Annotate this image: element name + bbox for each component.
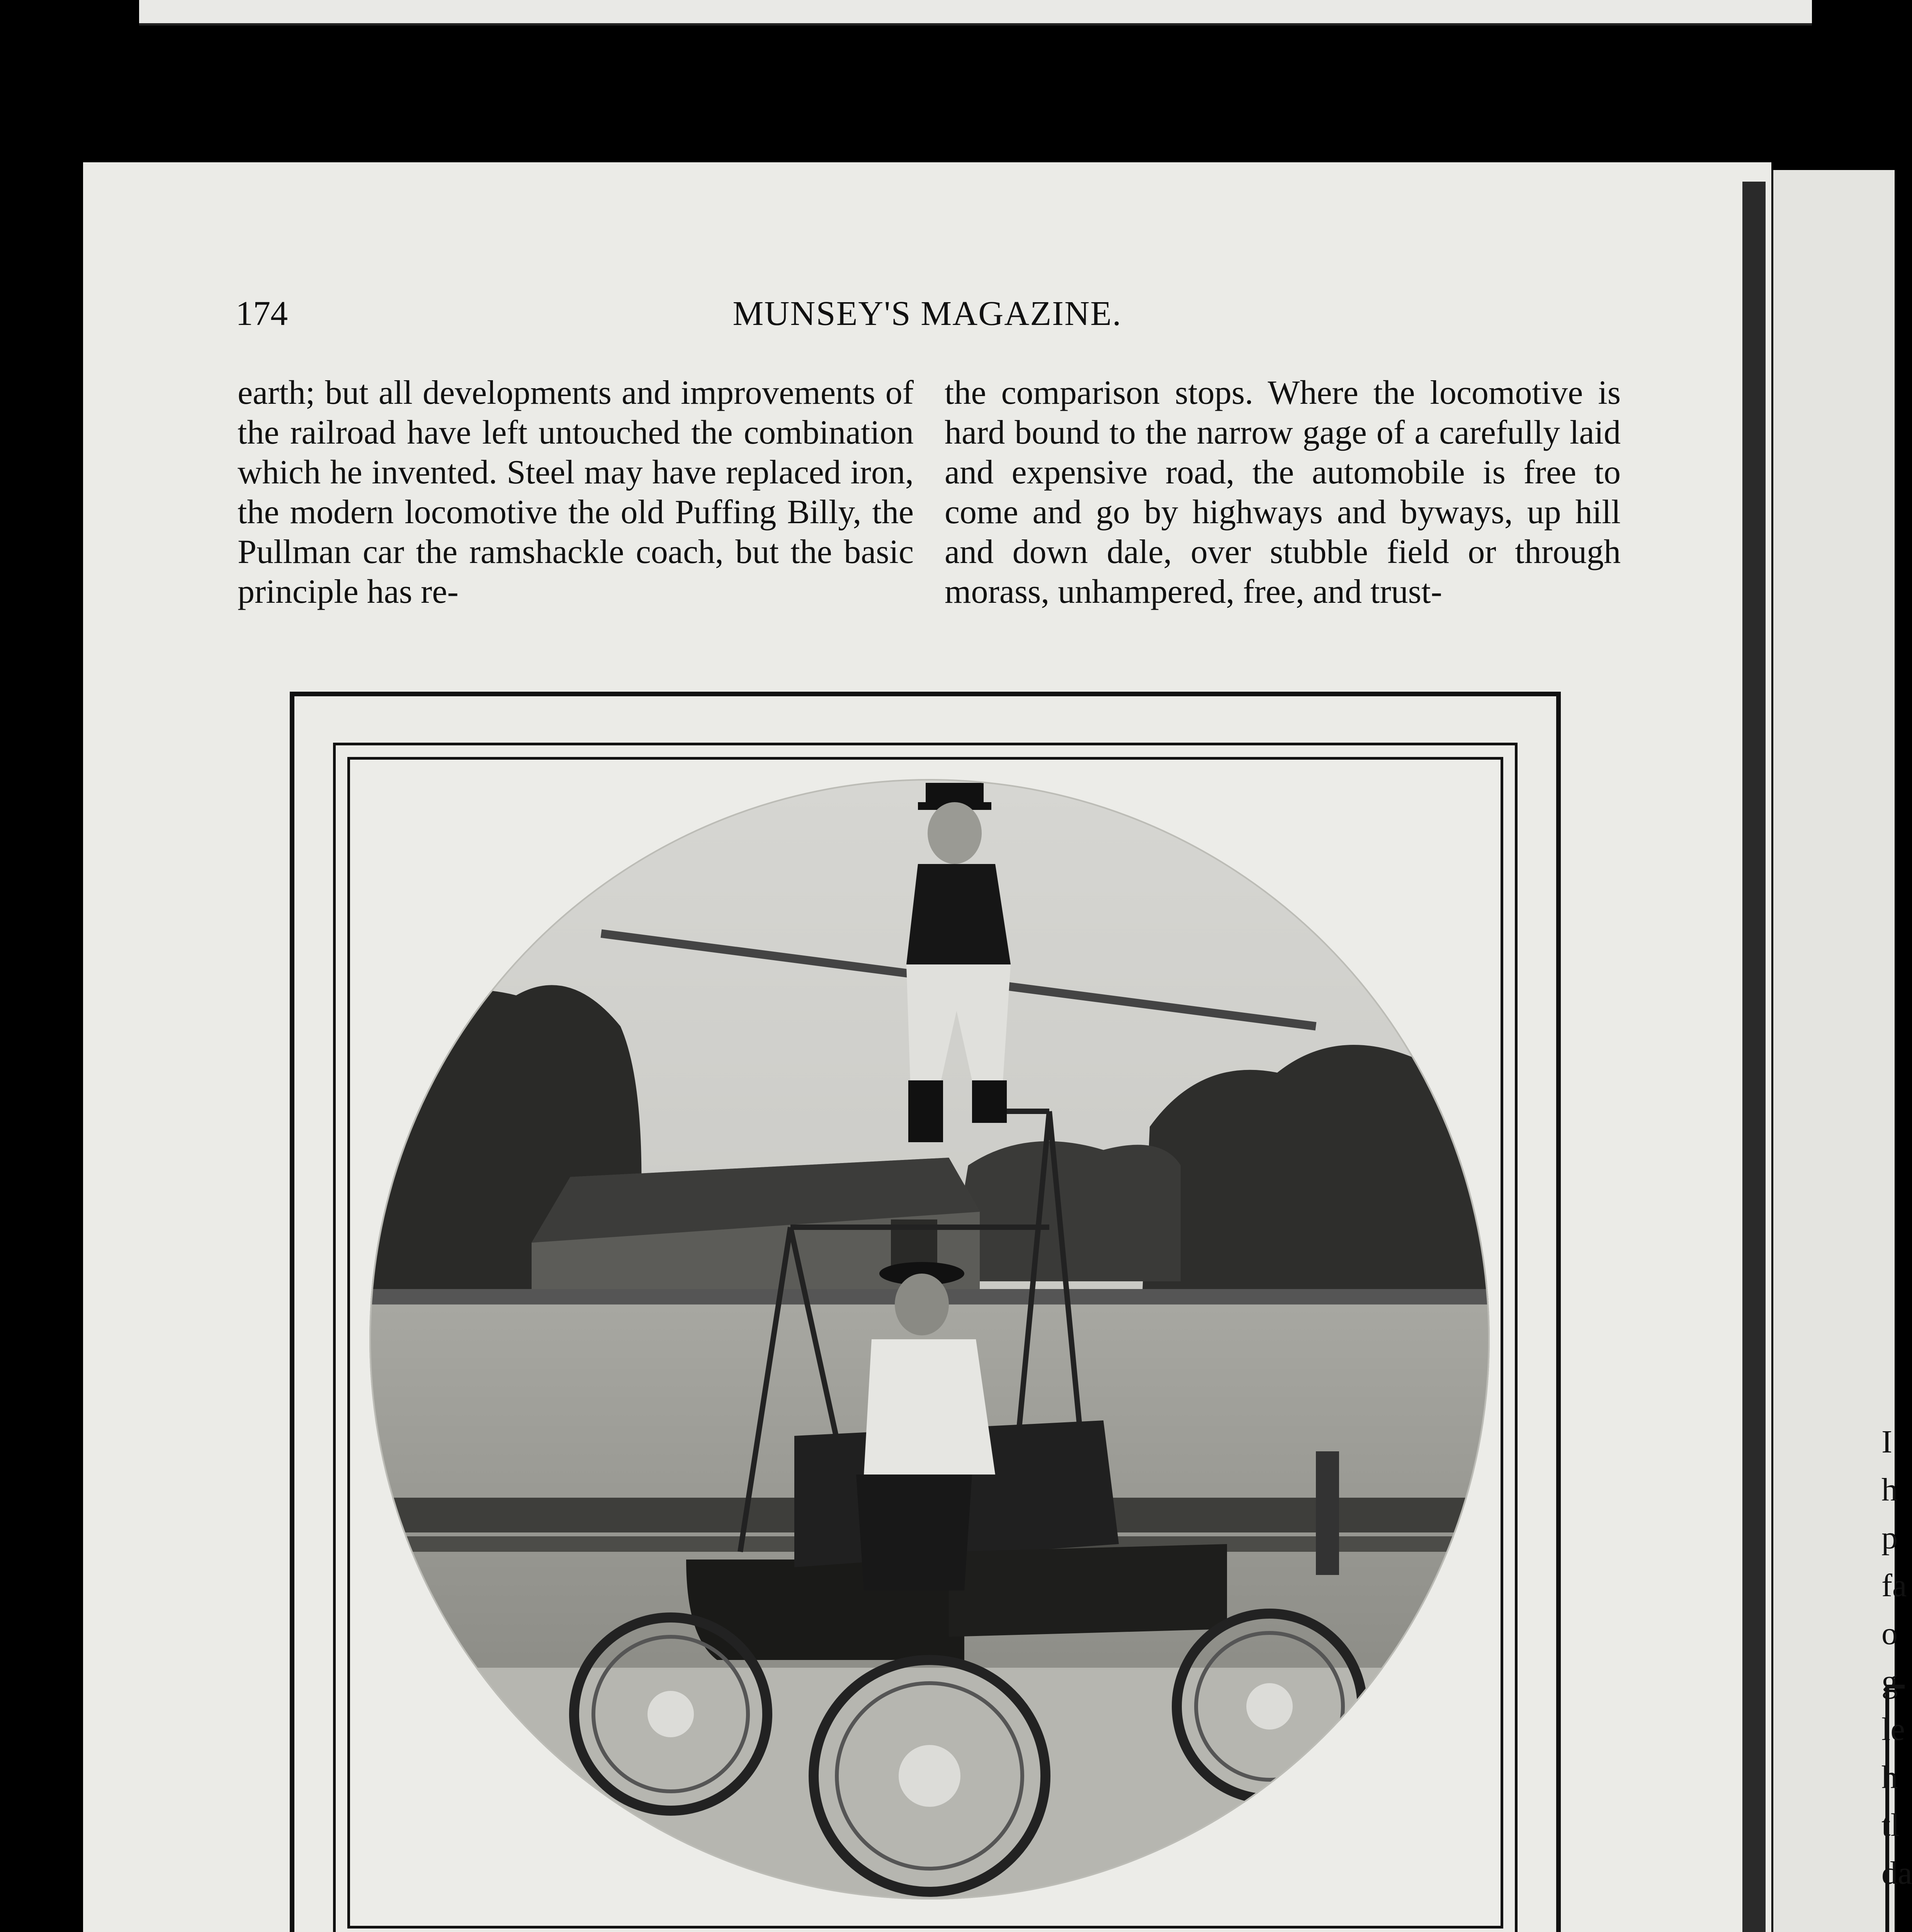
- page-header: [236, 294, 1619, 340]
- photograph-equilibrist-on-runabout: [369, 779, 1490, 1900]
- adjacent-text-fragment: p: [1881, 1520, 1898, 1556]
- paragraph: the comparison stops. Where the locomotive is hard bound to the narrow gage of a carefully laid and expensive road, the automobile is free to come and go by highways and byways, up hill and down dale, over stubble field or through morass, unhampered, free, and trust-: [945, 374, 1621, 611]
- previous-page-edge: [139, 0, 1812, 26]
- adjacent-text-fragment: tl: [1881, 1807, 1900, 1843]
- paragraph: earth; but all developments and improvements of the railroad have left untouched the combination which he invented. Steel may have replaced iron, the modern locomotive the old Puffing Billy, the Pullman car the ramshackle coach, but the basic principle has re-: [238, 374, 914, 611]
- adjacent-figure-frame: [1885, 1685, 1905, 1932]
- running-head: MUNSEY'S MAGAZINE.: [733, 294, 1122, 333]
- adjacent-page: [1773, 170, 1912, 1932]
- adjacent-text-fragment: h: [1881, 1472, 1898, 1508]
- plate-frame: [333, 743, 1518, 1932]
- adjacent-text-fragment: le: [1881, 1711, 1905, 1747]
- photo-plate: [290, 692, 1561, 1932]
- adjacent-text-fragment: fa: [1881, 1568, 1907, 1604]
- adjacent-text-fragment: g: [1881, 1663, 1898, 1699]
- left-column-top: [238, 373, 914, 612]
- adjacent-text-fragment: I: [1881, 1424, 1892, 1460]
- adjacent-text-fragment: da: [1881, 1855, 1912, 1891]
- adjacent-text-fragment: h: [1881, 1759, 1898, 1795]
- adjacent-text-fragment: o: [1881, 1616, 1898, 1651]
- page-number: 174: [236, 294, 288, 333]
- plate-frame-inner: [347, 757, 1503, 1929]
- page-gutter-shadow: [1742, 182, 1766, 1932]
- right-column-top: [945, 373, 1621, 612]
